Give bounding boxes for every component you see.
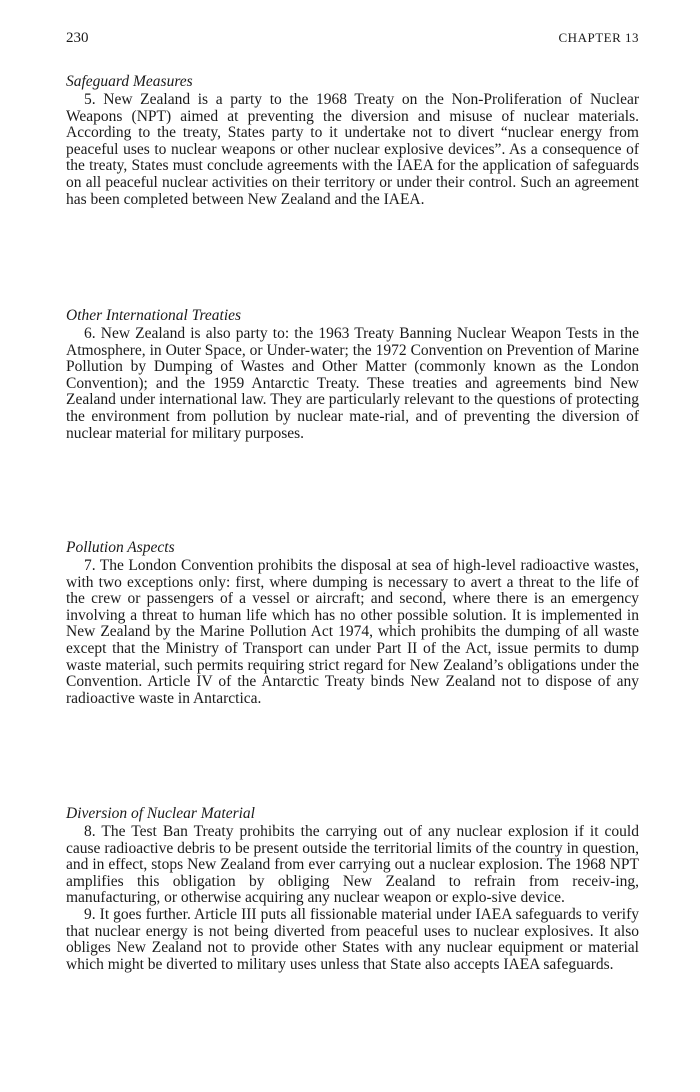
paragraph: 5. New Zealand is a party to the 1968 Treaty on the Non-Proliferation of Nuclear Weapons (NPT) aimed at preventing the diversion and misuse of nuclear materials. According to the treaty, States party to it undertake not to divert “nuclear energy from peaceful uses to nuclear weapons or other nuclear explosive devices”. As a consequence of the treaty, States must conclude agreements with the IAEA for the application of safeguards on all peaceful nuclear activities on their territory or under their control. Such an agreement has been completed between New Zealand and the IAEA. [66,91,639,208]
paragraph: 9. It goes further. Article III puts all fissionable material under IAEA safeguards to verify that nuclear energy is not being diverted from peaceful uses to nuclear explosives. It also obliges New Zealand not to provide other States with any nuclear equipment or material which might be diverted to military uses unless that State also accepts IAEA safeguards. [66,905,639,973]
section-heading: Other International Treaties [66,307,242,324]
paragraph: 6. New Zealand is also party to: the 1963 Treaty Banning Nuclear Weapon Tests in the Atmosphere, in Outer Space, or Under-water; the 1972 Convention on Prevention of Marine Pollution by Dumping of Wastes and Other Matter (commonly known as the London Convention); and the 1959 Antarctic Treaty. These treaties and agreements bind New Zealand under international law. They are particularly relevant to the questions of protecting the environment from pollution by nuclear mate-rial, and of preventing the diversion of nuclear material for military purposes. [66,325,639,442]
paragraph: 8. The Test Ban Treaty prohibits the carrying out of any nuclear explosion if it could cause radioactive debris to be present outside the territorial limits of the country in question, and in effect, stops New Zealand from ever carrying out a nuclear explosion. The 1968 NPT amplifies this obligation by obliging New Zealand to refrain from receiv-ing, manufacturing, or otherwise acquiring any nuclear weapon or explo-sive device. [66,823,639,907]
section-pollution-aspects [66,538,639,707]
section-heading: Pollution Aspects [66,539,175,556]
section-other-international-treaties [66,306,639,442]
section-heading: Safeguard Measures [66,73,193,90]
chapter-label: CHAPTER 13 [558,30,639,45]
section-safeguard-measures [66,72,639,208]
document-page [66,0,639,1092]
section-heading: Diversion of Nuclear Material [66,805,255,822]
page-number: 230 [66,30,89,46]
section-diversion-of-nuclear-material [66,804,639,973]
running-header [66,30,639,50]
paragraph: 7. The London Convention prohibits the disposal at sea of high-level radioactive wastes, with two exceptions only: first, where dumping is necessary to avert a threat to the life of the crew or passengers of a vessel or aircraft; and second, where there is an emergency involving a threat to human life which has no other possible solution. It is implemented in New Zealand by the Marine Pollution Act 1974, which prohibits the dumping of all waste except that the Ministry of Transport can under Part II of the Act, issue permits to dump waste material, such permits requiring strict regard for New Zealand’s obligations under the Convention. Article IV of the Antarctic Treaty binds New Zealand not to dispose of any radioactive waste in Antarctica. [66,557,639,707]
